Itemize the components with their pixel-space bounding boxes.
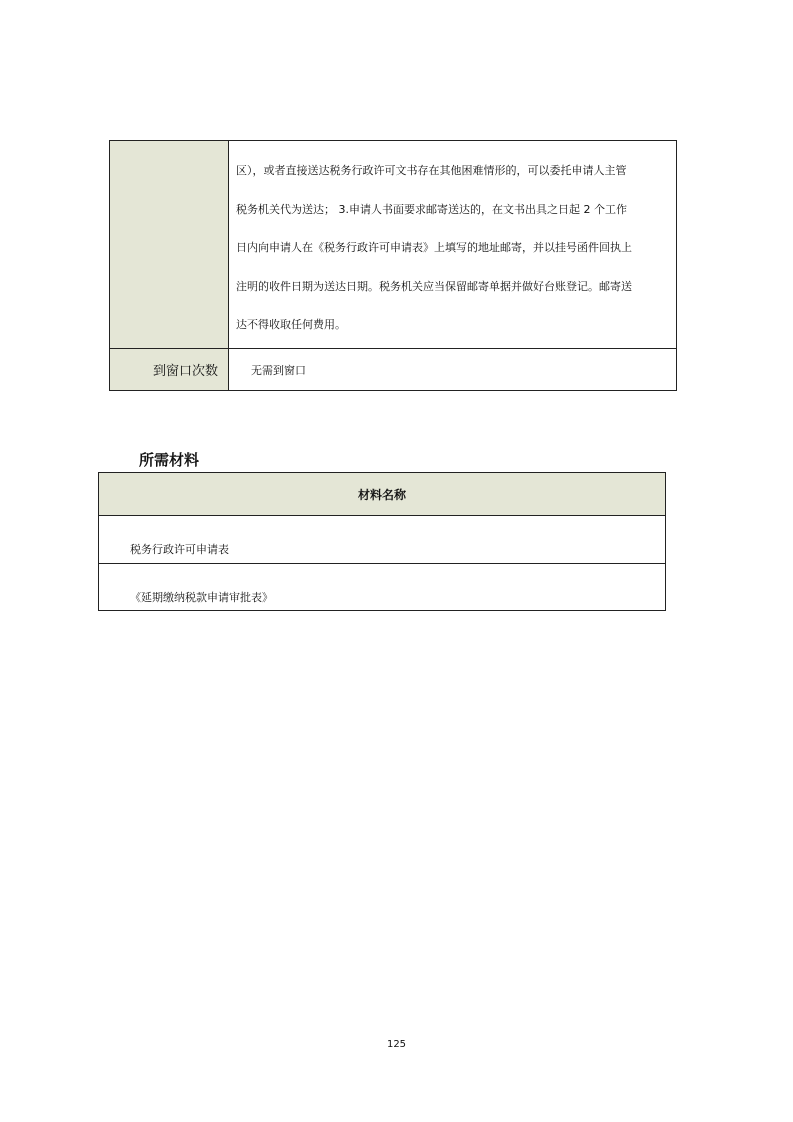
window-visits-value: 无需到窗口 [229, 349, 677, 391]
delivery-description-cell [229, 141, 677, 349]
description-line: 日内向申请人在《税务行政许可申请表》上填写的地址邮寄，并以挂号函件回执上 [236, 241, 632, 254]
materials-table [98, 472, 666, 611]
page-number: 125 [386, 1039, 407, 1050]
label-cell-empty [110, 141, 229, 349]
description-line: 税务机关代为送达； 3.申请人书面要求邮寄送达的，在文书出具之日起 2 个工作 [236, 202, 627, 216]
window-visits-label: 到窗口次数 [110, 349, 229, 391]
description-line: 达不得收取任何费用。 [236, 318, 346, 331]
material-item: 《延期缴纳税款申请审批表》 [99, 564, 666, 611]
description-line: 注明的收件日期为送达日期。税务机关应当保留邮寄单据并做好台账登记。邮寄送 [236, 279, 632, 293]
info-table [109, 140, 677, 391]
materials-header: 材料名称 [99, 473, 666, 516]
description-line: 区），或者直接送达税务行政许可文书存在其他困难情形的，可以委托申请人主管 [236, 164, 627, 177]
material-item: 税务行政许可申请表 [99, 516, 666, 564]
section-title: 所需材料 [139, 451, 200, 469]
